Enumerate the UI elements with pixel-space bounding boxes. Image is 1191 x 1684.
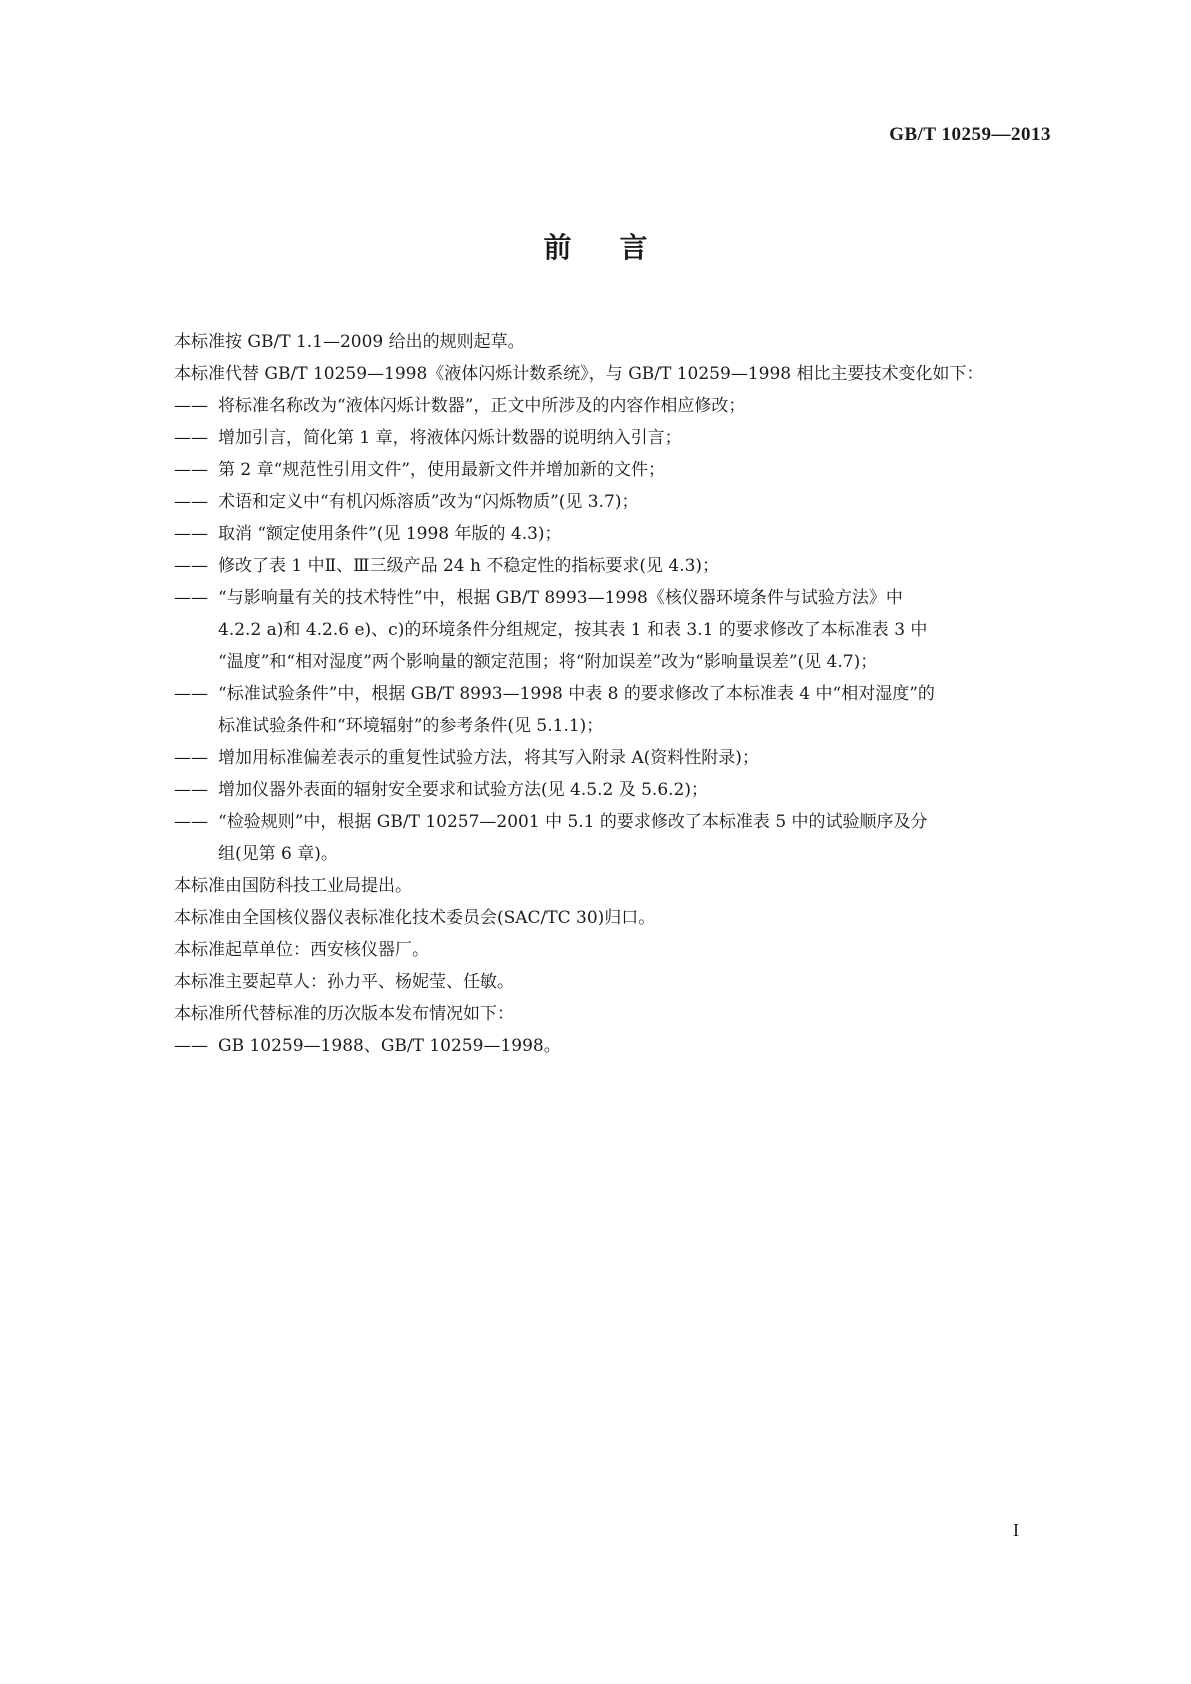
- list-item: [174, 774, 1054, 806]
- history-item-text: GB 10259—1988、GB/T 10259—1998。: [218, 1036, 561, 1056]
- dash-marker: ——: [174, 556, 208, 576]
- list-item-text: 增加用标准偏差表示的重复性试验方法，将其写入附录 A(资料性附录)；: [218, 748, 759, 768]
- list-item: [174, 742, 1054, 774]
- list-item-text: 取消 “额定使用条件”(见 1998 年版的 4.3)；: [218, 524, 562, 544]
- list-item: [174, 550, 1054, 582]
- paragraph: 本标准代替 GB/T 10259—1998《液体闪烁计数系统》，与 GB/T 10259—1998 相比主要技术变化如下：: [174, 364, 984, 384]
- list-item-text: 术语和定义中“有机闪烁溶质”改为“闪烁物质”(见 3.7)；: [218, 492, 639, 512]
- list-item-text: 增加仪器外表面的辐射安全要求和试验方法(见 4.5.2 及 5.6.2)；: [218, 780, 708, 800]
- dash-marker: ——: [174, 684, 208, 704]
- list-item: [174, 454, 1054, 486]
- list-item: [174, 582, 1054, 678]
- paragraph: 本标准由国防科技工业局提出。: [174, 876, 412, 896]
- list-item-text: 组(见第 6 章)。: [218, 844, 338, 864]
- dash-marker: ——: [174, 396, 208, 416]
- dash-marker: ——: [174, 492, 208, 512]
- list-item: [174, 486, 1054, 518]
- paragraph: 本标准所代替标准的历次版本发布情况如下：: [174, 1004, 514, 1024]
- dash-marker: ——: [174, 812, 208, 832]
- paragraph: 本标准按 GB/T 1.1—2009 给出的规则起草。: [174, 332, 525, 352]
- list-item-text: “标准试验条件”中，根据 GB/T 8993—1998 中表 8 的要求修改了本标准表 4 中“相对湿度”的: [218, 684, 935, 704]
- list-item-text: “与影响量有关的技术特性”中，根据 GB/T 8993—1998《核仪器环境条件与试验方法》中: [218, 588, 903, 608]
- page-number: I: [1013, 1520, 1019, 1540]
- list-item: [174, 518, 1054, 550]
- foreword-body: [174, 326, 1054, 1062]
- list-item: [174, 806, 1054, 870]
- list-item-text: 增加引言，简化第 1 章，将液体闪烁计数器的说明纳入引言；: [218, 428, 682, 448]
- list-item-text: 4.2.2 a)和 4.2.6 e)、c)的环境条件分组规定，按其表 1 和表 3.1 的要求修改了本标准表 3 中: [218, 620, 928, 640]
- list-item-text: “检验规则”中，根据 GB/T 10257—2001 中 5.1 的要求修改了本标准表 5 中的试验顺序及分: [218, 812, 928, 832]
- list-item: [174, 678, 1054, 742]
- list-item-text: 修改了表 1 中Ⅱ、Ⅲ三级产品 24 h 不稳定性的指标要求(见 4.3)；: [218, 556, 720, 576]
- list-item-text: “温度”和“相对湿度”两个影响量的额定范围；将“附加误差”改为“影响量误差”(见 4.7)；: [218, 652, 878, 672]
- standard-code: GB/T 10259—2013: [889, 124, 1051, 145]
- paragraph: 本标准起草单位：西安核仪器厂。: [174, 940, 429, 960]
- list-item-text: 将标准名称改为“液体闪烁计数器”，正文中所涉及的内容作相应修改；: [218, 396, 746, 416]
- dash-marker: ——: [174, 780, 208, 800]
- dash-marker: ——: [174, 748, 208, 768]
- dash-marker: ——: [174, 460, 208, 480]
- list-item-text: 标准试验条件和“环境辐射”的参考条件(见 5.1.1)；: [218, 716, 604, 736]
- dash-marker: ——: [174, 524, 208, 544]
- list-item: [174, 422, 1054, 454]
- history-item: [174, 1030, 1054, 1062]
- dash-marker: ——: [174, 1036, 208, 1056]
- paragraph: 本标准由全国核仪器仪表标准化技术委员会(SAC/TC 30)归口。: [174, 908, 656, 928]
- list-item-text: 第 2 章“规范性引用文件”，使用最新文件并增加新的文件；: [218, 460, 666, 480]
- dash-marker: ——: [174, 588, 208, 608]
- changes-list: [174, 390, 1054, 870]
- dash-marker: ——: [174, 428, 208, 448]
- page-title: 前言: [543, 231, 696, 264]
- paragraph: 本标准主要起草人：孙力平、杨妮莹、任敏。: [174, 972, 514, 992]
- list-item: [174, 390, 1054, 422]
